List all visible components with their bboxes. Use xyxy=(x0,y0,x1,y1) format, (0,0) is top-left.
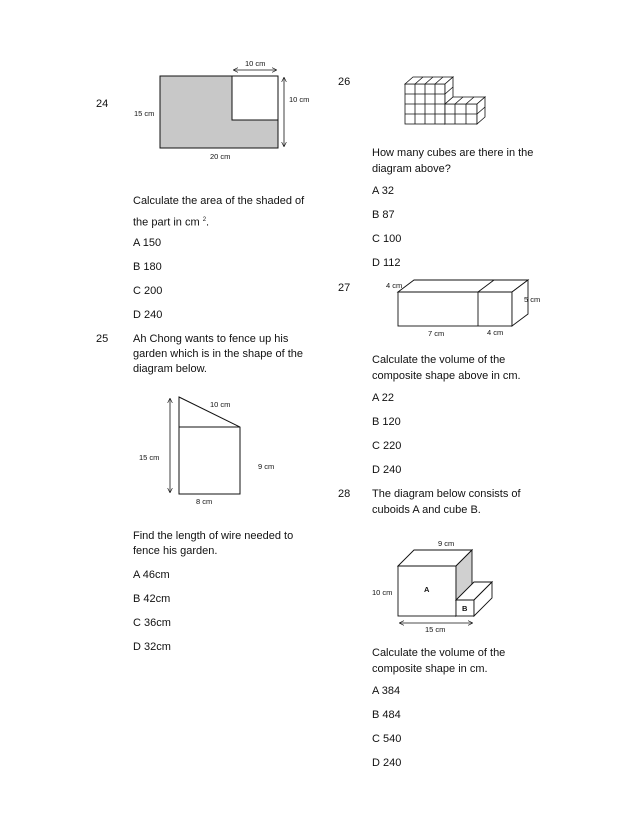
label-right: 9 cm xyxy=(258,462,275,471)
question-number: 24 xyxy=(96,98,109,110)
option-d: D 112 xyxy=(372,257,401,269)
option-b: B 87 xyxy=(372,209,395,221)
label-left: 15 cm xyxy=(139,453,160,462)
label-b: B xyxy=(462,604,468,613)
question-number: 28 xyxy=(338,488,351,500)
question-text-line: cuboids A and cube B. xyxy=(372,504,481,516)
option-b: B 484 xyxy=(372,709,401,721)
option-d: D 240 xyxy=(372,464,402,476)
label-top: 9 cm xyxy=(438,539,455,548)
option-d: D 240 xyxy=(372,757,402,769)
question-text-line: composite shape in cm. xyxy=(372,663,488,675)
label-right-length: 4 cm xyxy=(487,328,504,337)
option-b: B 180 xyxy=(133,261,162,273)
option-c: C 540 xyxy=(372,733,402,745)
label-left: 10 cm xyxy=(372,588,393,597)
question-text-line: The diagram below consists of xyxy=(372,488,521,500)
option-d: D 240 xyxy=(133,309,163,321)
question-number: 27 xyxy=(338,282,351,294)
label-bottom: 8 cm xyxy=(196,497,213,506)
option-b: B 42cm xyxy=(133,593,171,605)
question-text: Calculate the area of the shaded of xyxy=(133,195,305,207)
label-left-length: 7 cm xyxy=(428,329,445,338)
option-c: C 200 xyxy=(133,285,163,297)
label-top: 10 cm xyxy=(210,400,231,409)
label-a: A xyxy=(424,585,430,594)
question-text-line: Calculate the volume of the xyxy=(372,647,506,659)
question-text-line: fence his garden. xyxy=(133,545,218,557)
question-text-2: the part in cm $^2$. xyxy=(133,216,210,229)
question-text-line: garden which is in the shape of the xyxy=(133,348,304,360)
label-right: 10 cm xyxy=(289,95,310,104)
option-c: C 220 xyxy=(372,440,402,452)
question-number: 25 xyxy=(96,333,109,345)
option-c: C 100 xyxy=(372,233,402,245)
question-text-line: How many cubes are there in the xyxy=(372,147,534,159)
option-a: A 384 xyxy=(372,685,401,697)
label-left: 15 cm xyxy=(134,109,155,118)
question-text-line: composite shape above in cm. xyxy=(372,370,521,382)
question-text-line: diagram below. xyxy=(133,363,207,375)
question-text-line: Find the length of wire needed to xyxy=(133,530,294,542)
label-depth: 4 cm xyxy=(386,281,403,290)
option-c: C 36cm xyxy=(133,617,171,629)
label-bottom: 20 cm xyxy=(210,152,231,161)
option-a: A 32 xyxy=(372,185,395,197)
label-bottom: 15 cm xyxy=(425,625,446,634)
option-b: B 120 xyxy=(372,416,401,428)
question-text-line: Calculate the volume of the xyxy=(372,354,506,366)
label-top: 10 cm xyxy=(245,59,266,68)
label-height: 5 cm xyxy=(524,295,541,304)
option-a: A 150 xyxy=(133,237,162,249)
question-text-line: Ah Chong wants to fence up his xyxy=(133,333,289,345)
option-d: D 32cm xyxy=(133,641,171,653)
question-number: 26 xyxy=(338,76,351,88)
option-a: A 46cm xyxy=(133,569,170,581)
question-text-line: diagram above? xyxy=(372,163,451,175)
option-a: A 22 xyxy=(372,392,395,404)
